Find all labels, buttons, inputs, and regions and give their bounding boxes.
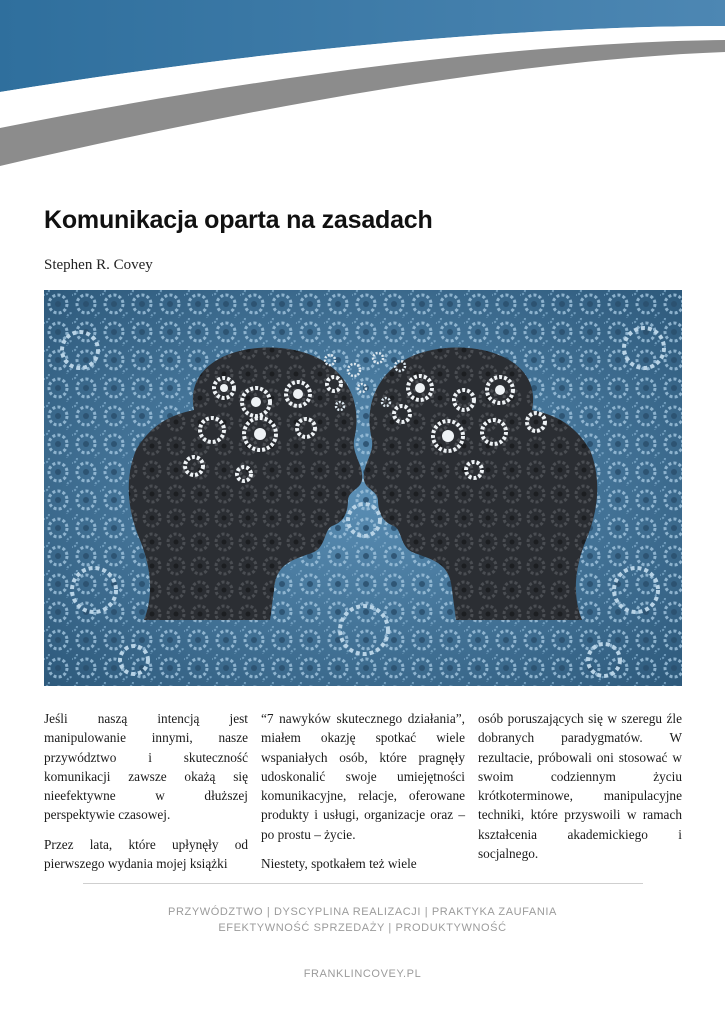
article-body	[44, 709, 682, 883]
header-swoosh	[0, 0, 725, 170]
text-column-2	[261, 709, 465, 883]
footer-topics-line-2: EFEKTYWNOŚĆ SPRZEDAŻY | PRODUKTYWNOŚĆ	[218, 922, 507, 934]
article-author: Stephen R. Covey	[44, 257, 153, 273]
text-column-3	[478, 709, 682, 883]
paragraph: Niestety, spotkałem też wiele	[261, 856, 417, 872]
footer-website-link[interactable]: FRANKLINCOVEY.PL	[303, 968, 422, 980]
hero-image	[44, 290, 682, 686]
paragraph: “7 nawyków skutecznego działania”, miałem okazję spotkać wiele wspaniałych osób, które pragnęły udoskonalić swoje umiejętności komunikacyjne, relacje, oferowane produkty i usługi, organizacje oraz – po prostu – życie.	[261, 711, 465, 842]
paragraph: Jeśli naszą intencją jest manipulowanie innymi, nasze przywództwo i skuteczność komunikacji zawsze okażą się nieefektywne w dłuższej perspektywie czasowej.	[44, 711, 248, 823]
paragraph: osób poruszających się w szeregu źle dobranych paradygmatów. W rezultacie, próbowali oni stosować w swoim codziennym życiu krótkoterminowe, manipulacyjne techniki, które przyswoili w ramach kształcenia akademickiego i socjalnego.	[478, 711, 682, 862]
footer-divider	[83, 883, 643, 884]
text-column-1	[44, 709, 248, 883]
paragraph: Przez lata, które upłynęły od pierwszego wydania mojej książki	[44, 836, 248, 872]
article-title: Komunikacja oparta na zasadach	[44, 206, 433, 234]
footer-topics-line-1: PRZYWÓDZTWO | DYSCYPLINA REALIZACJI | PRAKTYKA ZAUFANIA	[168, 906, 557, 918]
